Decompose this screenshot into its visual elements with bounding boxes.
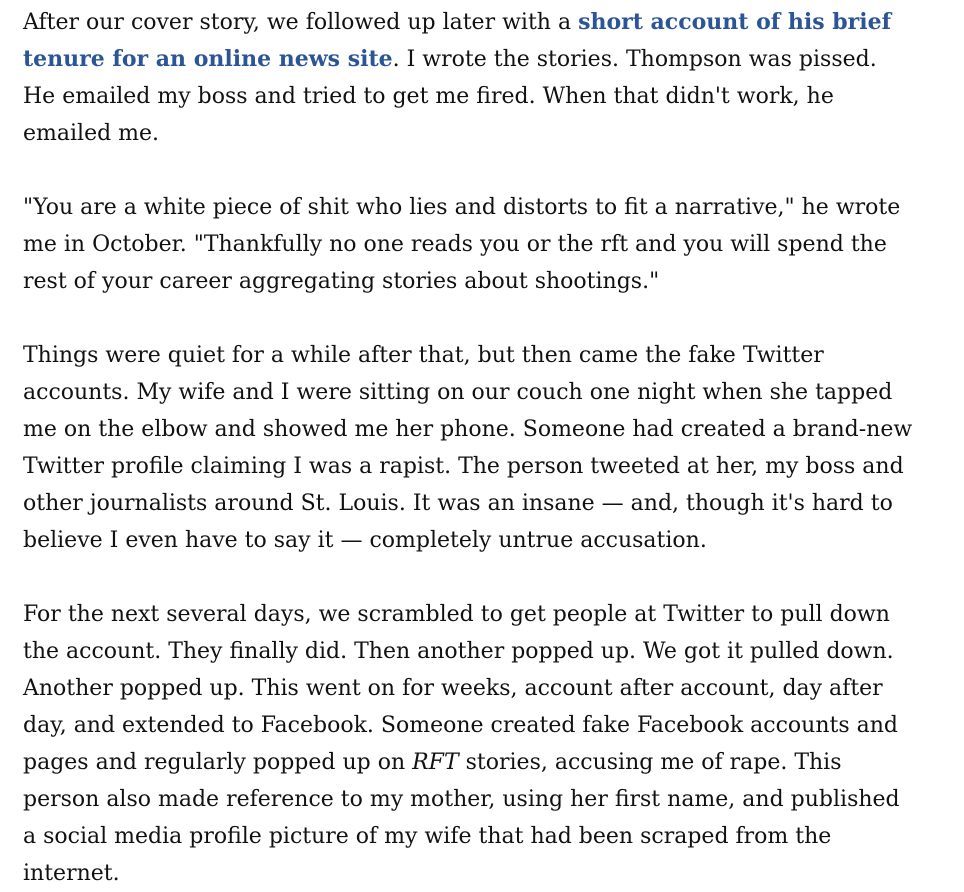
paragraph-1 (23, 4, 963, 152)
paragraph-4-line-2: the account. They finally did. Then another popped up. We got it pulled down. (23, 639, 894, 664)
publication-name-italic: RFT (412, 750, 459, 775)
paragraph-4-line-4: day, and extended to Facebook. Someone created fake Facebook accounts and (23, 713, 898, 738)
paragraph-2-line-3: rest of your career aggregating stories about shootings." (23, 269, 660, 294)
article-link-part-2[interactable]: tenure for an online news site (23, 46, 393, 72)
paragraph-3-line-3: me on the elbow and showed me her phone. Someone had created a brand-new (23, 417, 913, 442)
paragraph-3-line-2: accounts. My wife and I were sitting on our couch one night when she tapped (23, 380, 893, 405)
paragraph-4-line-3: Another popped up. This went on for weeks, account after account, day after (23, 676, 883, 701)
paragraph-3-line-1: Things were quiet for a while after that, but then came the fake Twitter (23, 343, 824, 368)
paragraph-4-text-after-italic: stories, accusing me of rape. This (458, 750, 842, 775)
paragraph-4 (23, 596, 963, 892)
paragraph-1-line-1 (23, 4, 963, 41)
paragraph-1-line-2 (23, 41, 963, 78)
paragraph-4-line-1: For the next several days, we scrambled to get people at Twitter to pull down (23, 602, 890, 627)
paragraph-3-line-5: other journalists around St. Louis. It was an insane — and, though it's hard to (23, 491, 893, 516)
paragraph-3-line-6: believe I even have to say it — completely untrue accusation. (23, 528, 707, 553)
paragraph-4-text-before-italic: pages and regularly popped up on (23, 750, 413, 775)
paragraph-1-line-4: emailed me. (23, 121, 160, 146)
paragraph-1-text-before-link: After our cover story, we followed up later with a (23, 10, 579, 35)
paragraph-1-text-after-link: . I wrote the stories. Thompson was pissed. (392, 47, 877, 72)
paragraph-3 (23, 337, 963, 559)
paragraph-2 (23, 189, 963, 300)
paragraph-4-line-6: person also made reference to my mother, using her first name, and published (23, 787, 900, 812)
paragraph-2-line-2: me in October. "Thankfully no one reads you or the rft and you will spend the (23, 232, 887, 257)
paragraph-4-line-8: internet. (23, 861, 120, 886)
paragraph-3-line-4: Twitter profile claiming I was a rapist. The person tweeted at her, my boss and (23, 454, 904, 479)
paragraph-4-line-5 (23, 744, 963, 781)
article-link-part-1[interactable]: short account of his brief (578, 9, 892, 35)
paragraph-1-line-3: He emailed my boss and tried to get me fired. When that didn't work, he (23, 84, 834, 109)
paragraph-4-line-7: a social media profile picture of my wife that had been scraped from the (23, 824, 832, 849)
paragraph-2-line-1: "You are a white piece of shit who lies and distorts to fit a narrative," he wrote (23, 195, 901, 220)
